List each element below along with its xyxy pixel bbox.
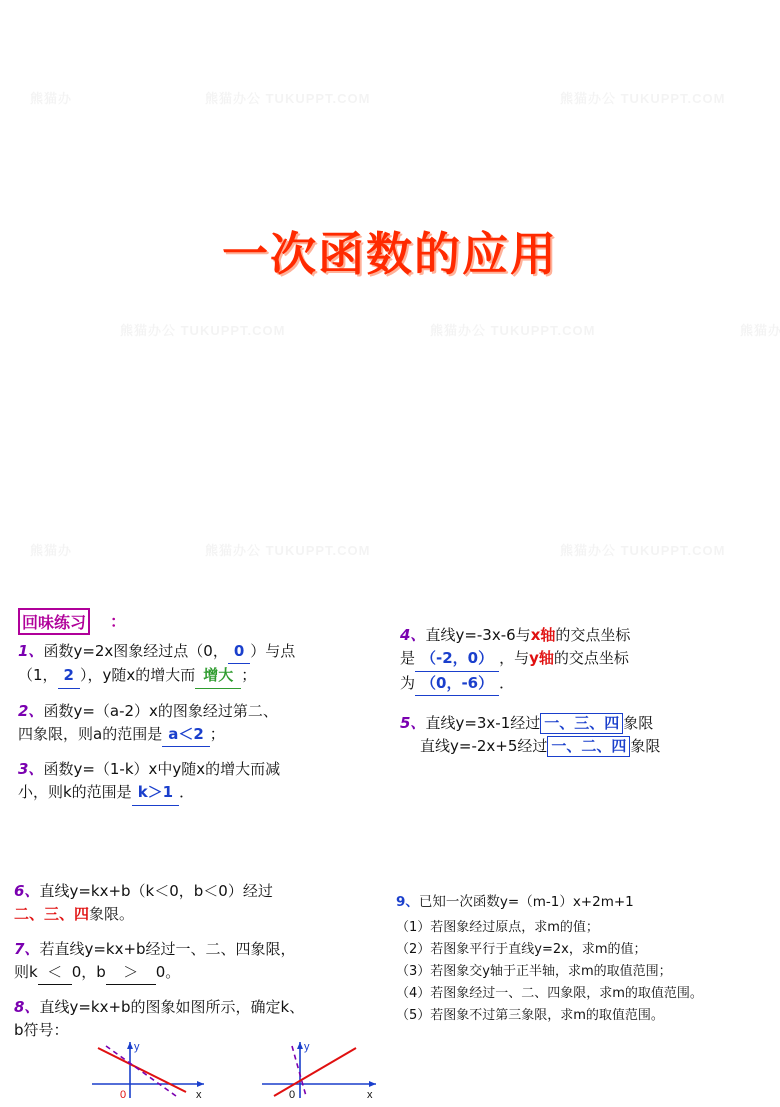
section-heading-label1: 回味 xyxy=(22,615,55,632)
question-number: 4、 xyxy=(400,626,426,644)
question-text: 象限 xyxy=(630,737,661,755)
question-1 xyxy=(18,640,378,689)
svg-text:x: x xyxy=(367,1089,373,1101)
question-number: 7、 xyxy=(14,939,40,958)
question-9-item: （2）若图象平行于直线y=2x，求m的值； xyxy=(396,942,647,958)
question-text: 则k xyxy=(14,962,38,981)
page-title: 一次函数的应用 xyxy=(222,227,558,281)
questions-right-column-2 xyxy=(396,890,772,1027)
answer-blank: 增大 xyxy=(195,664,241,688)
svg-text:0: 0 xyxy=(289,1089,296,1101)
question-9-item: （5）若图象不过第三象限，求m的取值范围。 xyxy=(396,1008,664,1024)
question-8-figures xyxy=(84,1040,384,1102)
question-text: 小，则k的范围是 xyxy=(18,783,132,802)
watermark-text xyxy=(430,320,596,339)
question-text: ，与 xyxy=(499,649,530,668)
answer-box: 一、三、四 xyxy=(540,713,623,734)
question-text: 0，b xyxy=(71,962,106,981)
question-text: ），y随x的增大而 xyxy=(79,666,196,685)
svg-text:y: y xyxy=(134,1041,140,1053)
question-number: 8、 xyxy=(14,998,40,1016)
question-number: 6、 xyxy=(14,882,40,900)
question-text: 的交点坐标 xyxy=(555,626,631,644)
watermark-text xyxy=(30,540,72,559)
question-7 xyxy=(14,938,386,986)
questions-left-column-2 xyxy=(14,880,386,1054)
answer-blank: （0，-6） xyxy=(415,672,499,696)
answer-box: 一、二、四 xyxy=(547,736,630,757)
question-text: b符号： xyxy=(14,1021,69,1040)
section-heading xyxy=(18,608,90,635)
question-9-item: （3）若图象交y轴于正半轴，求m的取值范围； xyxy=(396,964,672,980)
question-number: 2、 xyxy=(18,701,44,720)
answer-blank: ＜ xyxy=(38,961,72,985)
section-heading-label2: 练习 xyxy=(54,615,87,632)
watermark-text xyxy=(30,88,72,107)
svg-text:0: 0 xyxy=(120,1089,127,1101)
watermark-text xyxy=(120,320,286,339)
question-text: 已知一次函数y=（m-1）x+2m+1 xyxy=(418,894,634,910)
question-number: 9、 xyxy=(396,894,419,910)
question-text: ． xyxy=(499,673,515,692)
question-text: 0。 xyxy=(155,962,181,981)
watermark-text xyxy=(560,88,726,107)
answer-blank: ＞ xyxy=(106,961,156,985)
question-text: 函数y=（a-2）x的图象经过第二、 xyxy=(43,701,278,720)
question-8 xyxy=(14,996,386,1043)
answer-text: 二、三、四 xyxy=(14,905,90,924)
question-text: 若直线y=kx+b经过一、二、四象限， xyxy=(39,939,296,958)
questions-left-column xyxy=(18,640,378,817)
question-text: ． xyxy=(179,783,195,802)
question-text: （1， xyxy=(18,666,58,685)
answer-blank: a＜2 xyxy=(162,723,210,747)
watermark-text xyxy=(205,540,371,559)
question-text: 直线y=-3x-6与 xyxy=(425,626,531,644)
question-9-item: （1）若图象经过原点，求m的值； xyxy=(396,920,599,935)
question-2 xyxy=(18,700,378,748)
answer-blank: （-2，0） xyxy=(415,647,499,671)
coordinate-graphs-svg xyxy=(84,1040,384,1102)
answer-blank: 2 xyxy=(58,664,80,688)
question-text: 象限。 xyxy=(89,905,135,924)
svg-text:x: x xyxy=(196,1089,202,1101)
question-number: 1、 xyxy=(18,642,44,660)
svg-text:y: y xyxy=(304,1041,310,1053)
question-9-item: （4）若图象经过一、二、四象限，求m的取值范围。 xyxy=(396,986,703,1002)
question-3 xyxy=(18,758,378,806)
question-text: 直线y=kx+b（k＜0，b＜0）经过 xyxy=(39,882,273,900)
question-text: 四象限，则a的范围是 xyxy=(18,724,163,743)
question-text: 直线y=kx+b的图象如图所示，确定k、 xyxy=(39,998,305,1016)
question-6 xyxy=(14,880,386,927)
question-text: 为 xyxy=(400,673,416,692)
section-heading-colon: ： xyxy=(110,614,127,631)
question-number: 3、 xyxy=(18,760,44,778)
question-text: 函数y=2x图象经过点（0， xyxy=(43,642,228,660)
question-text: 的交点坐标 xyxy=(553,649,629,668)
question-text: 象限 xyxy=(623,713,654,732)
question-text: 是 xyxy=(400,649,416,668)
question-4 xyxy=(400,624,768,696)
question-text: ）与点 xyxy=(250,642,296,660)
question-text: ； xyxy=(209,724,225,743)
question-5 xyxy=(400,712,768,759)
axis-y-highlight: y轴 xyxy=(529,649,554,668)
watermark-text xyxy=(205,88,371,107)
question-number: 5、 xyxy=(400,713,426,732)
question-9-head xyxy=(396,890,772,910)
watermark-text xyxy=(740,320,780,339)
question-text: 直线y=3x-1经过 xyxy=(425,713,541,732)
question-text: 直线y=-2x+5经过 xyxy=(420,737,548,755)
axis-x-highlight: x轴 xyxy=(530,626,556,644)
watermark-text xyxy=(560,540,726,559)
questions-right-column xyxy=(400,624,768,769)
answer-blank: k＞1 xyxy=(132,781,179,805)
answer-blank: 0 xyxy=(228,640,250,664)
question-text: 函数y=（1-k）x中y随x的增大而减 xyxy=(43,760,281,778)
question-text: ； xyxy=(241,666,257,685)
